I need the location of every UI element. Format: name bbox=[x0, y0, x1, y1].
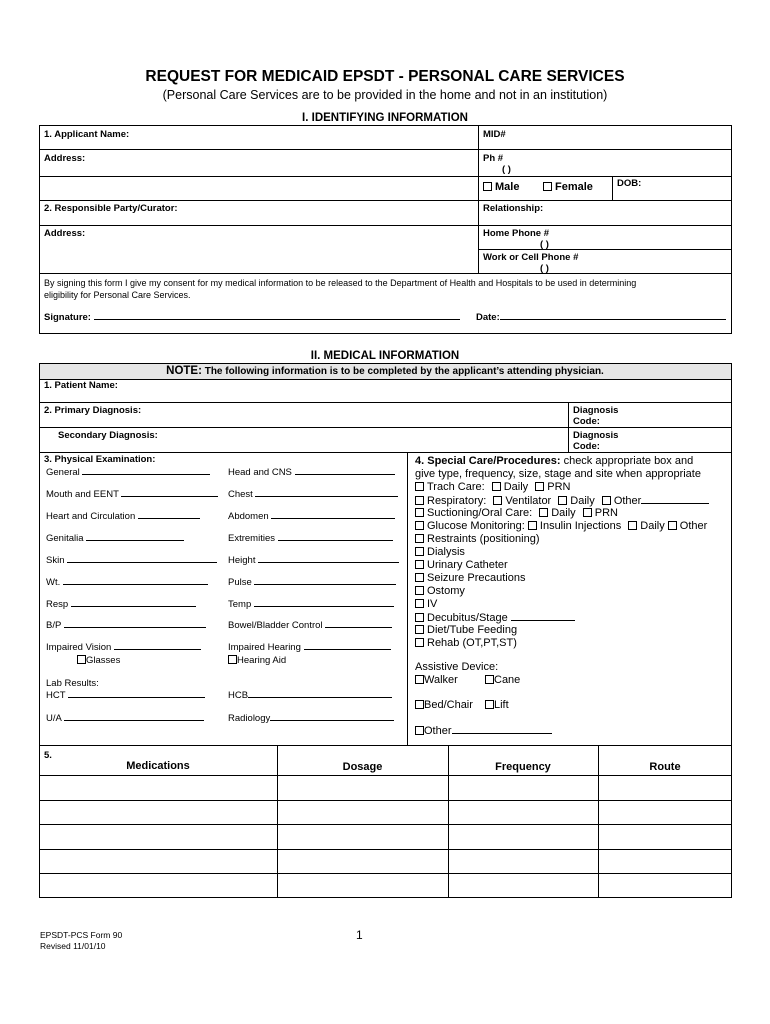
lift-option[interactable]: Lift bbox=[485, 699, 509, 711]
table-header: Frequency bbox=[495, 761, 551, 773]
table-cell[interactable] bbox=[278, 801, 447, 823]
exam-field-right[interactable]: Chest bbox=[228, 487, 398, 500]
exam-field-left[interactable]: B/P bbox=[46, 618, 206, 631]
iv-checkbox[interactable] bbox=[415, 599, 424, 608]
suctioning-checkbox[interactable] bbox=[415, 508, 424, 517]
special-care-heading: 4. Special Care/Procedures: check appropriate box and bbox=[415, 455, 694, 467]
seizure-row[interactable]: Seizure Precautions bbox=[415, 572, 525, 584]
other-device-option[interactable]: Other bbox=[415, 724, 552, 737]
exam-field-left[interactable]: Resp bbox=[46, 597, 196, 610]
page-number: 1 bbox=[356, 928, 363, 942]
special-care-instructions: give type, frequency, size, stage and site when appropriate bbox=[415, 468, 701, 480]
hcb-field[interactable]: HCB bbox=[228, 688, 392, 701]
note-text: NOTE: The following information is to be completed by the applicant’s attending physician. bbox=[166, 365, 604, 377]
exam-field-right[interactable]: Pulse bbox=[228, 575, 396, 588]
consent-line-1: By signing this form I give my consent for my medical information to be released to the Department of Health and Hospitals to be used in determining bbox=[44, 278, 637, 288]
form-id: EPSDT-PCS Form 90 bbox=[40, 930, 123, 940]
ostomy-row[interactable]: Ostomy bbox=[415, 585, 465, 597]
exam-field-right[interactable]: Height bbox=[228, 553, 399, 566]
exam-field-left[interactable]: Heart and Circulation bbox=[46, 509, 200, 522]
home-phone-area-code: ( ) bbox=[540, 239, 549, 250]
hearing-aid-checkbox[interactable] bbox=[228, 655, 237, 664]
table-cell[interactable] bbox=[40, 776, 276, 799]
restraints-checkbox[interactable] bbox=[415, 534, 424, 543]
responsible-party-label: 2. Responsible Party/Curator: bbox=[44, 203, 178, 214]
diagnosis-code-2-label: Diagnosis bbox=[573, 430, 619, 441]
glucose-other-checkbox[interactable] bbox=[668, 521, 677, 530]
phone-area-code: ( ) bbox=[502, 164, 511, 175]
table-cell[interactable] bbox=[278, 776, 447, 799]
hct-field[interactable]: HCT bbox=[46, 688, 205, 701]
secondary-diagnosis-label: Secondary Diagnosis: bbox=[58, 430, 158, 441]
exam-field-left[interactable]: Impaired Vision bbox=[46, 640, 201, 653]
identifying-info-box bbox=[39, 125, 732, 334]
exam-field-left[interactable]: Mouth and EENT bbox=[46, 487, 218, 500]
glasses-checkbox[interactable] bbox=[77, 655, 86, 664]
bedchair-checkbox[interactable] bbox=[415, 700, 424, 709]
table-cell[interactable] bbox=[278, 850, 447, 872]
section-2-heading: II. MEDICAL INFORMATION bbox=[310, 350, 460, 362]
diagnosis-code-1-label: Diagnosis bbox=[573, 405, 619, 416]
urinary-checkbox[interactable] bbox=[415, 560, 424, 569]
table-cell[interactable] bbox=[599, 801, 731, 823]
trach-prn-checkbox[interactable] bbox=[535, 482, 544, 491]
table-cell[interactable] bbox=[40, 825, 276, 848]
revised-date: Revised 11/01/10 bbox=[40, 941, 106, 951]
hearing-aid-option[interactable]: Hearing Aid bbox=[228, 655, 286, 666]
home-phone-label: Home Phone # bbox=[483, 228, 549, 239]
diagnosis-code-2-label-b: Code: bbox=[573, 441, 600, 452]
ventilator-checkbox[interactable] bbox=[493, 496, 502, 505]
insulin-checkbox[interactable] bbox=[528, 521, 537, 530]
female-checkbox[interactable] bbox=[543, 182, 552, 191]
table-cell[interactable] bbox=[40, 874, 276, 897]
exam-field-right[interactable]: Temp bbox=[228, 597, 394, 610]
glucose-daily-checkbox[interactable] bbox=[628, 521, 637, 530]
table-cell[interactable] bbox=[40, 850, 276, 872]
walker-option[interactable]: Walker bbox=[415, 674, 458, 686]
table-cell[interactable] bbox=[449, 801, 597, 823]
decubitus-checkbox[interactable] bbox=[415, 613, 424, 622]
exam-field-right[interactable]: Impaired Hearing bbox=[228, 640, 391, 653]
exam-field-left[interactable]: Skin bbox=[46, 553, 217, 566]
table-header: Dosage bbox=[342, 761, 383, 773]
respiratory-checkbox[interactable] bbox=[415, 496, 424, 505]
ua-field[interactable]: U/A bbox=[46, 711, 204, 724]
respiratory-daily-checkbox[interactable] bbox=[558, 496, 567, 505]
work-phone-label: Work or Cell Phone # bbox=[483, 252, 579, 263]
glucose-row[interactable]: Glucose Monitoring: Insulin Injections Daily Other bbox=[415, 520, 707, 532]
form-subtitle: (Personal Care Services are to be provided in the home and not in an institution) bbox=[162, 88, 608, 102]
cane-checkbox[interactable] bbox=[485, 675, 494, 684]
exam-field-left[interactable]: General bbox=[46, 465, 210, 478]
applicant-name-label: 1. Applicant Name: bbox=[44, 129, 130, 140]
trach-care-checkbox[interactable] bbox=[415, 482, 424, 491]
male-checkbox[interactable] bbox=[483, 182, 492, 191]
diet-checkbox[interactable] bbox=[415, 625, 424, 634]
rehab-checkbox[interactable] bbox=[415, 638, 424, 647]
table-cell[interactable] bbox=[449, 874, 597, 897]
table-cell[interactable] bbox=[449, 825, 597, 848]
dialysis-checkbox[interactable] bbox=[415, 547, 424, 556]
table-cell[interactable] bbox=[599, 776, 731, 799]
glasses-option[interactable]: Glasses bbox=[77, 655, 120, 666]
signature-field[interactable]: Signature: bbox=[44, 310, 460, 323]
lift-checkbox[interactable] bbox=[485, 700, 494, 709]
male-option[interactable]: Male bbox=[483, 181, 519, 193]
dob-label: DOB: bbox=[617, 178, 642, 189]
respiratory-row[interactable]: Respiratory: Ventilator Daily Other bbox=[415, 494, 709, 507]
exam-field-left[interactable]: Genitalia bbox=[46, 531, 184, 544]
phone-label: Ph # bbox=[483, 153, 504, 164]
suctioning-prn-checkbox[interactable] bbox=[583, 508, 592, 517]
address-label: Address: bbox=[44, 153, 86, 164]
exam-field-right[interactable]: Abdomen bbox=[228, 509, 395, 522]
glucose-checkbox[interactable] bbox=[415, 521, 424, 530]
table-cell[interactable] bbox=[599, 874, 731, 897]
urinary-row[interactable]: Urinary Catheter bbox=[415, 559, 508, 571]
bedchair-option[interactable]: Bed/Chair bbox=[415, 699, 473, 711]
table-cell[interactable] bbox=[599, 850, 731, 872]
table-cell[interactable] bbox=[449, 850, 597, 872]
exam-field-right[interactable]: Head and CNS bbox=[228, 465, 395, 478]
lab-results-label: Lab Results: bbox=[46, 678, 99, 689]
female-option[interactable]: Female bbox=[543, 181, 593, 193]
respiratory-other-checkbox[interactable] bbox=[602, 496, 611, 505]
trach-care-row[interactable]: Trach Care: Daily PRN bbox=[415, 481, 570, 493]
decubitus-row[interactable]: Decubitus/Stage bbox=[415, 611, 575, 624]
radiology-field[interactable]: Radiology bbox=[228, 711, 394, 724]
diagnosis-code-1-label-b: Code: bbox=[573, 416, 600, 427]
primary-diagnosis-label: 2. Primary Diagnosis: bbox=[44, 405, 142, 416]
table-cell[interactable] bbox=[40, 801, 276, 823]
trach-daily-checkbox[interactable] bbox=[492, 482, 501, 491]
table-header: Route bbox=[649, 761, 681, 773]
restraints-row[interactable]: Restraints (positioning) bbox=[415, 533, 540, 545]
table-cell[interactable] bbox=[278, 874, 447, 897]
other-device-checkbox[interactable] bbox=[415, 726, 424, 735]
suctioning-daily-checkbox[interactable] bbox=[539, 508, 548, 517]
medications-number: 5. bbox=[44, 750, 52, 761]
physical-exam-label: 3. Physical Examination: bbox=[44, 454, 156, 465]
suctioning-row[interactable]: Suctioning/Oral Care: Daily PRN bbox=[415, 507, 618, 519]
exam-field-right[interactable]: Bowel/Bladder Control bbox=[228, 618, 392, 631]
seizure-checkbox[interactable] bbox=[415, 573, 424, 582]
exam-field-left[interactable]: Wt. bbox=[46, 575, 208, 588]
form-title: REQUEST FOR MEDICAID EPSDT - PERSONAL CARE SERVICES bbox=[145, 68, 625, 85]
address-2-label: Address: bbox=[44, 228, 86, 239]
table-cell[interactable] bbox=[449, 776, 597, 799]
table-cell[interactable] bbox=[599, 825, 731, 848]
section-1-heading: I. IDENTIFYING INFORMATION bbox=[302, 112, 468, 124]
exam-field-right[interactable]: Extremities bbox=[228, 531, 393, 544]
table-cell[interactable] bbox=[278, 825, 447, 848]
work-phone-area-code: ( ) bbox=[540, 263, 549, 274]
ostomy-checkbox[interactable] bbox=[415, 586, 424, 595]
table-header: Medications bbox=[126, 760, 190, 772]
iv-row[interactable]: IV bbox=[415, 598, 437, 610]
date-field[interactable]: Date: bbox=[476, 310, 726, 323]
relationship-label: Relationship: bbox=[483, 203, 544, 214]
rehab-row[interactable]: Rehab (OT,PT,ST) bbox=[415, 637, 517, 649]
patient-name-label: 1. Patient Name: bbox=[44, 380, 118, 391]
dialysis-row[interactable]: Dialysis bbox=[415, 546, 465, 558]
mid-label: MID# bbox=[483, 129, 506, 140]
diet-row[interactable]: Diet/Tube Feeding bbox=[415, 624, 517, 636]
walker-checkbox[interactable] bbox=[415, 675, 424, 684]
cane-option[interactable]: Cane bbox=[485, 674, 520, 686]
consent-line-2: eligibility for Personal Care Services. bbox=[44, 290, 191, 300]
assistive-device-label: Assistive Device: bbox=[415, 661, 499, 673]
